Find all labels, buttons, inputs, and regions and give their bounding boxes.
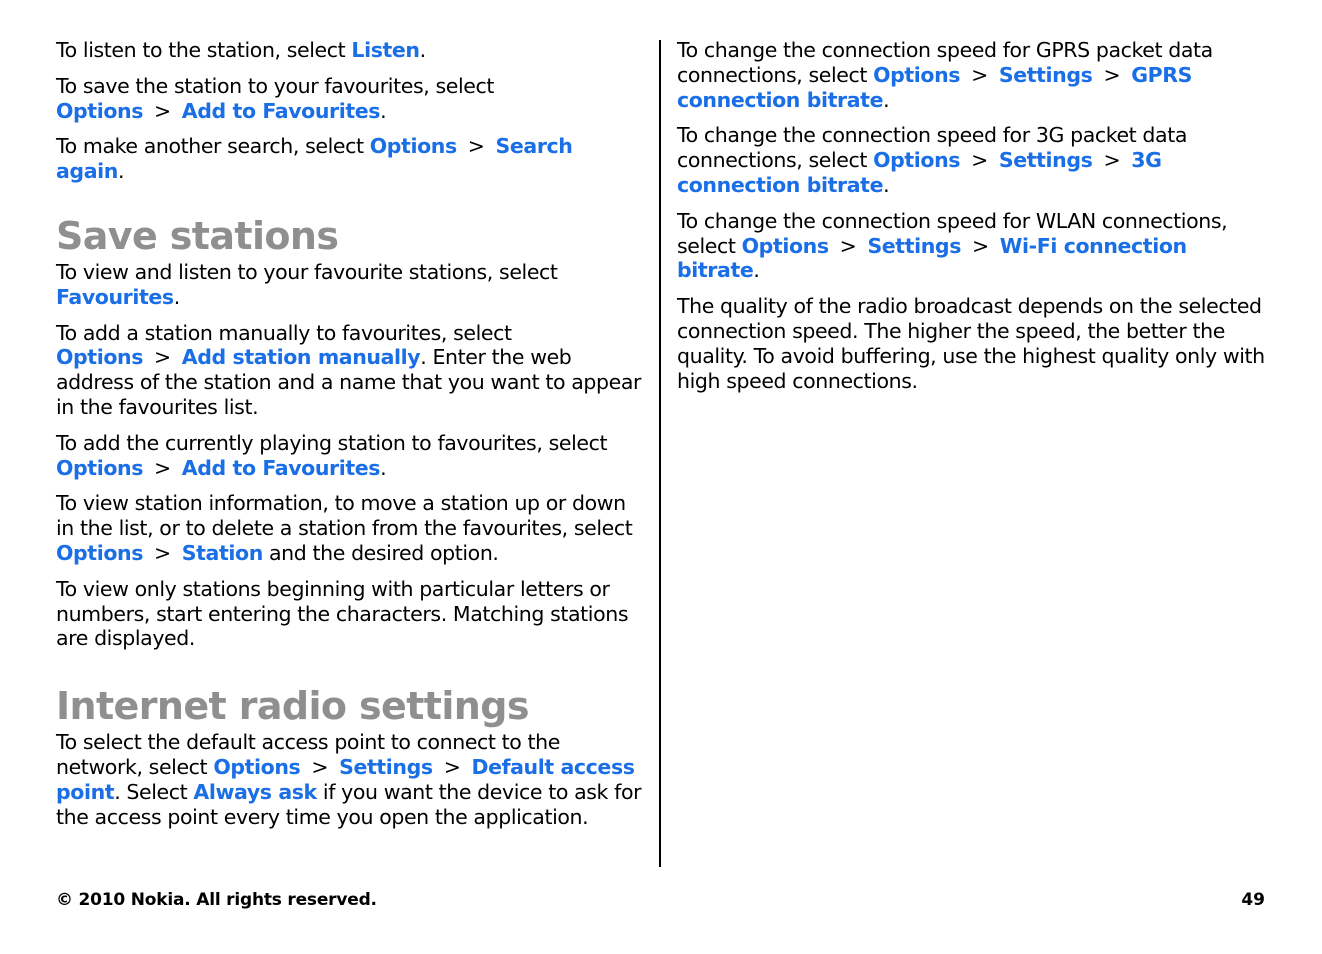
- keyword-options: Options: [369, 134, 457, 159]
- keyword-settings: Settings: [998, 148, 1093, 173]
- keyword-options: Options: [741, 233, 829, 258]
- heading-internet-radio-settings: Internet radio settings: [56, 684, 529, 729]
- keyword-options: Options: [873, 62, 961, 87]
- keyword-station: Station: [181, 540, 263, 565]
- keyword-wifi-connection-bitrate: Wi-Fi connection bitrate: [677, 233, 1187, 283]
- keyword-3g-connection-bitrate: 3G connection bitrate: [677, 148, 1162, 197]
- menu-separator: >: [154, 345, 171, 370]
- paragraph-add-manually: To add a station manually to favourites, select Options > Add station manually. Enter the web address of the station and a name that you want to appear in the favourites list.: [56, 320, 642, 419]
- paragraph-broadcast-quality: The quality of the radio broadcast depends on the selected connection speed. The higher the speed, the better the quality. To avoid buffering, use the highest quality only with high speed connections.: [677, 294, 1265, 393]
- menu-separator: >: [1103, 62, 1121, 87]
- keyword-options: Options: [56, 98, 144, 123]
- menu-separator: >: [154, 455, 171, 480]
- menu-separator: >: [972, 233, 989, 258]
- paragraph-access-point: To select the default access point to connect to the network, select Options > Settings > Default access point. Select Always ask if you want the device to ask for the access point every time you open the application.: [56, 730, 642, 829]
- paragraph-filter-stations: To view only stations beginning with particular letters or numbers, start entering the characters. Matching stations are displayed.: [56, 576, 629, 651]
- keyword-settings: Settings: [998, 62, 1093, 87]
- page-number: 49: [1241, 890, 1265, 910]
- menu-separator: >: [154, 98, 171, 123]
- keyword-always-ask: Always ask: [193, 779, 317, 804]
- paragraph-listen: To listen to the station, select Listen.: [56, 38, 426, 62]
- menu-separator: >: [154, 540, 171, 565]
- keyword-add-to-favourites: Add to Favourites: [181, 455, 381, 480]
- footer-copyright: © 2010 Nokia. All rights reserved.: [56, 890, 377, 910]
- keyword-options: Options: [873, 148, 961, 173]
- keyword-settings: Settings: [339, 754, 433, 779]
- left-column: [56, 38, 646, 840]
- menu-separator: >: [971, 148, 988, 173]
- paragraph-view-favourites: To view and listen to your favourite stations, select Favourites.: [56, 259, 558, 309]
- paragraph-search-again: To make another search, select Options > Search again.: [56, 134, 573, 184]
- paragraph-save-favourite: To save the station to your favourites, select Options > Add to Favourites.: [56, 73, 494, 123]
- keyword-search-again: Search again: [56, 134, 573, 184]
- menu-separator: >: [443, 754, 461, 779]
- keyword-options: Options: [213, 754, 301, 779]
- column-divider: [659, 40, 661, 867]
- keyword-favourites: Favourites: [56, 284, 174, 309]
- menu-separator: >: [839, 233, 857, 258]
- keyword-gprs-connection-bitrate: GPRS connection bitrate: [677, 62, 1193, 112]
- keyword-add-station-manually: Add station manually: [181, 345, 421, 370]
- right-column: [677, 38, 1267, 404]
- heading-save-stations: Save stations: [56, 213, 339, 258]
- menu-separator: >: [311, 754, 329, 779]
- keyword-listen: Listen: [351, 38, 420, 62]
- keyword-options: Options: [56, 345, 144, 370]
- keyword-settings: Settings: [867, 233, 962, 258]
- keyword-options: Options: [56, 540, 144, 565]
- keyword-add-to-favourites: Add to Favourites: [181, 98, 381, 123]
- paragraph-gprs-bitrate: To change the connection speed for GPRS packet data connections, select Options > Settings > GPRS connection bitrate.: [677, 38, 1213, 112]
- menu-separator: >: [467, 134, 485, 159]
- paragraph-add-current: To add the currently playing station to favourites, select Options > Add to Favourites.: [56, 430, 608, 480]
- paragraph-3g-bitrate: To change the connection speed for 3G packet data connections, select Options > Settings > 3G connection bitrate.: [677, 123, 1188, 197]
- paragraph-station-info: To view station information, to move a station up or down in the list, or to delete a station from the favourites, select Options > Station and the desired option.: [56, 491, 633, 565]
- keyword-options: Options: [56, 455, 144, 480]
- menu-separator: >: [971, 62, 988, 87]
- menu-separator: >: [1103, 148, 1121, 173]
- keyword-default-access-point: Default access point: [56, 754, 635, 804]
- paragraph-wifi-bitrate: To change the connection speed for WLAN connections, select Options > Settings > Wi-Fi connection bitrate.: [677, 208, 1228, 283]
